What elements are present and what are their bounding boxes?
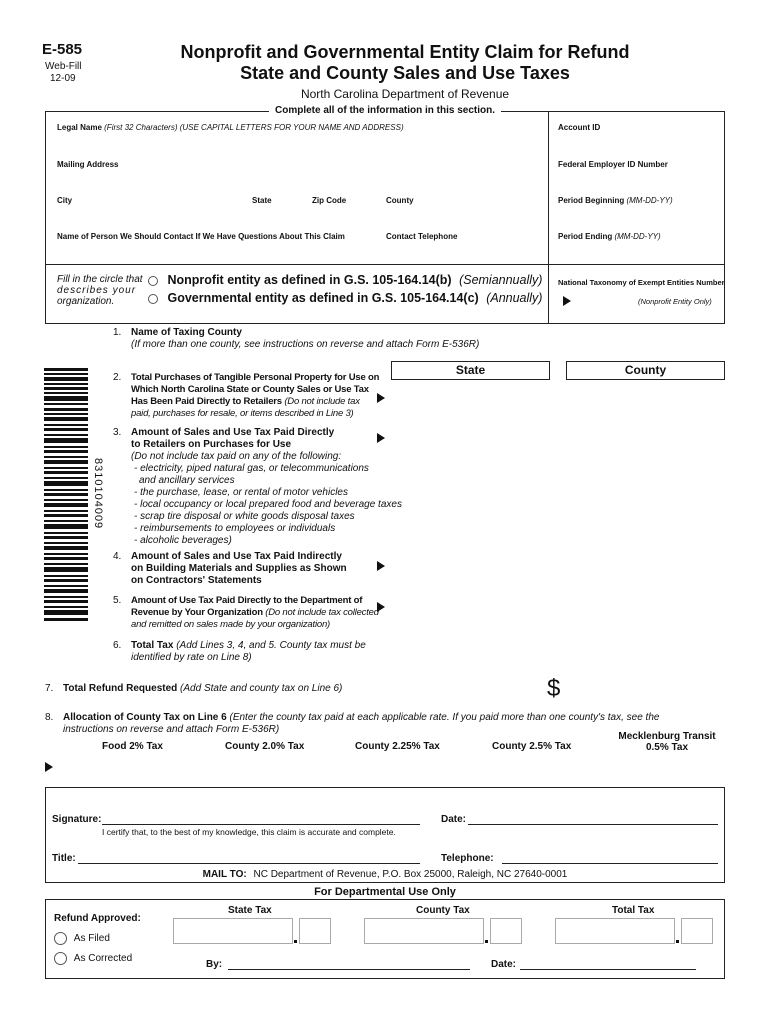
total-tax-label: Total Tax — [612, 905, 655, 916]
form-number: E-585 — [42, 41, 83, 58]
total-tax-cells[interactable] — [555, 918, 715, 944]
zip-field[interactable]: Zip Code — [312, 196, 347, 205]
fein-field[interactable]: Federal Employer ID Number — [558, 160, 668, 169]
line3-arrow-icon — [377, 433, 385, 443]
county-field[interactable]: County — [386, 196, 414, 205]
barcode-icon — [44, 368, 90, 623]
telephone-line[interactable] — [502, 863, 718, 864]
state-column-header: State — [391, 361, 550, 380]
option-governmental[interactable]: Governmental entity as defined in G.S. 105-164.14(c) (Annually) — [148, 291, 542, 305]
contact-telephone-field[interactable]: Contact Telephone — [386, 232, 458, 241]
title-label: Title: — [52, 853, 76, 864]
as-filed-option[interactable]: As Filed — [54, 932, 110, 945]
telephone-label: Telephone: — [441, 853, 494, 864]
ntee-hint: (Nonprofit Entity Only) — [638, 297, 712, 306]
date-label: Date: — [441, 814, 467, 825]
contact-person-field[interactable]: Name of Person We Should Contact If We Have Questions About This Claim — [57, 232, 345, 241]
mailing-address-field[interactable]: Mailing Address — [57, 160, 119, 169]
title-line[interactable] — [78, 863, 420, 864]
state-field[interactable]: State — [252, 196, 272, 205]
as-corrected-radio[interactable] — [54, 952, 67, 965]
line4-number: 4. — [113, 551, 122, 562]
as-corrected-option[interactable]: As Corrected — [54, 952, 132, 965]
ntee-arrow-icon — [563, 296, 571, 306]
rate-county-2-0: County 2.0% Tax — [225, 741, 305, 752]
dept-date-label: Date: — [491, 959, 517, 970]
line5-number: 5. — [113, 595, 122, 606]
line4-arrow-icon — [377, 561, 385, 571]
period-ending-field[interactable]: Period Ending (MM-DD-YY) — [558, 232, 661, 241]
dept-date-line[interactable] — [520, 969, 696, 970]
rate-food-2: Food 2% Tax — [102, 741, 163, 752]
county-tax-label: County Tax — [416, 905, 470, 916]
mail-to: MAIL TO: NC Department of Revenue, P.O. Box 25000, Raleigh, NC 27640-0001 — [202, 869, 568, 880]
signature-label: Signature: — [52, 814, 102, 825]
line8-number: 8. — [45, 712, 54, 723]
form-variant: Web-Fill — [45, 61, 82, 72]
line2-arrow-icon — [377, 393, 385, 403]
nonprofit-radio[interactable] — [148, 276, 158, 286]
line1-label: Name of Taxing County (If more than one county, see instructions on reverse and attach Form E-536R) — [131, 327, 480, 350]
county-tax-cells[interactable] — [364, 918, 524, 944]
fill-circle-hint: Fill in the circle that describes your organization. — [57, 274, 143, 307]
state-tax-cells[interactable] — [173, 918, 333, 944]
line3-label: Amount of Sales and Use Tax Paid Directly to Retailers on Purchases for Use (Do not include tax paid on any of the following: - electricity, piped natural gas, or telecommunications and ancillary services - the purchase, lease, or rental of motor vehicles - local occupancy or local prepared food and beverage taxes - scrap tire disposal or white goods disposal taxes - reimbursements to employees or individuals - alcoholic beverages) — [131, 427, 402, 546]
governmental-radio[interactable] — [148, 294, 158, 304]
by-line[interactable] — [228, 969, 470, 970]
line8-label: Allocation of County Tax on Line 6 (Enter the county tax paid at each applicable rate. If you paid more than one county's tax, see the instructions on reverse and attach Form E-536R) — [63, 712, 660, 735]
by-label: By: — [206, 959, 223, 970]
line8-arrow-icon — [45, 762, 53, 772]
department-name: North Carolina Department of Revenue — [300, 87, 510, 101]
section1-header: Complete all of the information in this section. — [269, 105, 501, 116]
line2-label: Total Purchases of Tangible Personal Property for Use on Which North Carolina State or County Sales or Use Tax Has Been Paid Directly to Retailers (Do not include tax paid, purchases for resale, or items described in Line 3) — [131, 372, 380, 419]
line3-number: 3. — [113, 427, 122, 438]
line2-number: 2. — [113, 372, 122, 383]
city-field[interactable]: City — [57, 196, 73, 205]
rate-mecklenburg-transit: Mecklenburg Transit 0.5% Tax — [618, 731, 716, 753]
form-title-line1: Nonprofit and Governmental Entity Claim for Refund — [180, 42, 630, 62]
county-column-header: County — [566, 361, 725, 380]
as-filed-radio[interactable] — [54, 932, 67, 945]
period-beginning-field[interactable]: Period Beginning (MM-DD-YY) — [558, 196, 673, 205]
form-title-line2: State and County Sales and Use Taxes — [240, 63, 570, 83]
ntee-label: National Taxonomy of Exempt Entities Number — [558, 278, 725, 287]
date-line[interactable] — [468, 824, 718, 825]
certify-statement: I certify that, to the best of my knowledge, this claim is accurate and complete. — [102, 827, 396, 837]
refund-approved-label: Refund Approved: — [54, 913, 141, 924]
line6-number: 6. — [113, 640, 122, 651]
line1-number: 1. — [113, 327, 122, 338]
departmental-header: For Departmental Use Only — [314, 886, 456, 898]
line4-label: Amount of Sales and Use Tax Paid Indirectly on Building Materials and Supplies as Shown on Contractors' Statements — [131, 551, 347, 586]
rate-county-2-5: County 2.5% Tax — [492, 741, 572, 752]
state-tax-label: State Tax — [228, 905, 272, 916]
line7-number: 7. — [45, 683, 54, 694]
dollar-sign: $ — [547, 675, 561, 702]
barcode-number: 8310104009 — [92, 458, 104, 530]
signature-line[interactable] — [102, 824, 420, 825]
option-nonprofit[interactable]: Nonprofit entity as defined in G.S. 105-164.14(b) (Semiannually) — [148, 273, 542, 287]
rate-county-2-25: County 2.25% Tax — [355, 741, 440, 752]
account-id-field[interactable]: Account ID — [558, 123, 601, 132]
line7-label: Total Refund Requested (Add State and county tax on Line 6) — [63, 683, 343, 694]
line5-arrow-icon — [377, 602, 385, 612]
line5-label: Amount of Use Tax Paid Directly to the Department of Revenue by Your Organization (Do not include tax collected and remitted on sales made by your organization) — [131, 595, 379, 630]
legal-name-field[interactable]: Legal Name (First 32 Characters) (USE CAPITAL LETTERS FOR YOUR NAME AND ADDRESS) — [57, 123, 404, 132]
line6-label: Total Tax (Add Lines 3, 4, and 5. County tax must be identified by rate on Line 8) — [131, 640, 366, 663]
form-date: 12-09 — [50, 73, 76, 84]
